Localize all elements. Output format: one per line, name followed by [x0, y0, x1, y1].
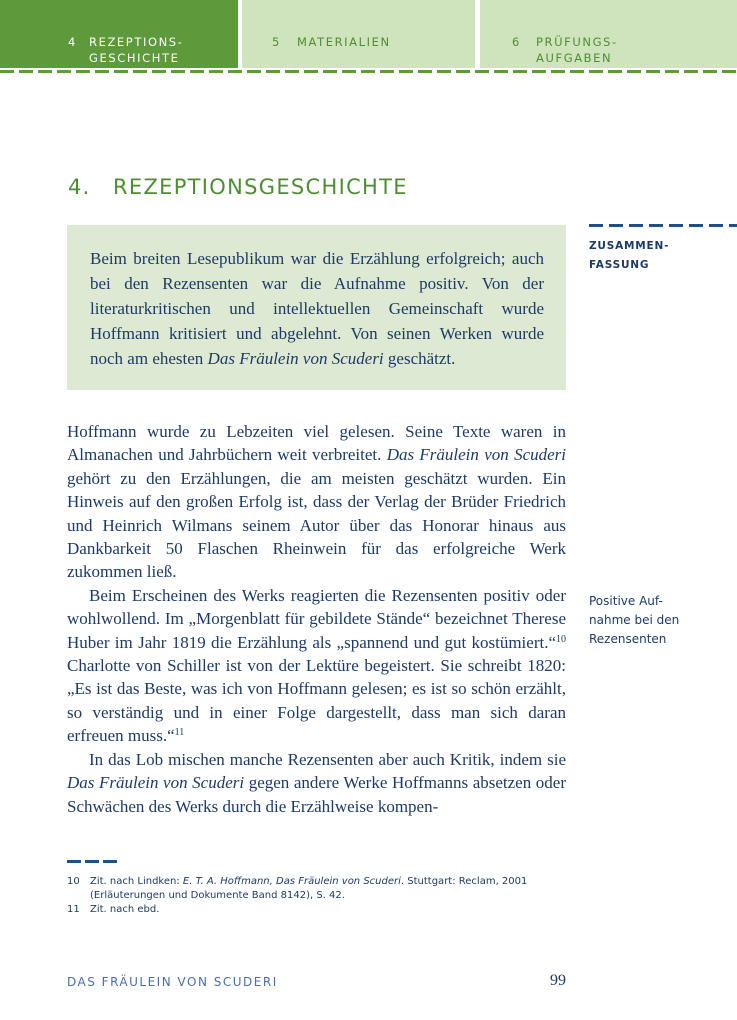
margin-label-summary: ZUSAMMEN- FASSUNG	[589, 240, 670, 271]
chapter-number: 4.	[68, 175, 91, 199]
work-title: Das Fräulein von Scuderi	[386, 445, 566, 465]
footnote-number: 11	[67, 904, 80, 915]
summary-text-after: geschätzt.	[383, 349, 456, 368]
text-run: In das Lob mischen manche Rezensenten aber auch Kritik, indem sie	[89, 749, 566, 769]
paragraph	[67, 748, 566, 818]
margin-label-reception: Positive Auf- nahme bei den Rezensenten	[589, 594, 680, 646]
tab-number: 4	[68, 35, 77, 49]
text-run: Charlotte von Schiller ist von der Lektüre begeistert. Sie schreibt 1820: „Es ist das Beste, was ich von Hoffmann gelesen; es ist so schön erzählt, so verständig und in einer Folge dargestellt, dass man sich daran erfreuen muss.“	[67, 656, 566, 746]
footnote-ref[interactable]: 10	[556, 633, 566, 645]
text-run: gegen andere Werke Hoffmanns absetzen oder Schwächen des Werks durch die Erzählweise kompen-	[67, 773, 567, 816]
tab-label: MATERIALIEN	[297, 35, 391, 49]
footnote-text: Zit. nach ebd.	[90, 904, 160, 915]
footnote-number: 10	[67, 876, 80, 887]
footnote-text: Zit. nach Lindken:	[90, 876, 183, 887]
footnote	[67, 903, 566, 917]
summary-box	[67, 225, 566, 390]
footnote-text: . Stuttgart: Reclam, 2001 (Erläuterungen und Dokumente Band 8142), S. 42.	[90, 876, 528, 901]
summary-text-before: Beim breiten Lesepublikum war die Erzählung erfolgreich; auch bei den Rezensenten war die Aufnahme positiv. Von der literaturkritischen und intellektuellen Gemeinschaft wurde Hoffmann kritisiert und abgelehnt. Von seinen Werken wurde noch am ehesten	[90, 249, 544, 368]
chapter-title-text: REZEPTIONSGESCHICHTE	[113, 175, 408, 199]
tab-rezeptionsgeschichte[interactable]	[0, 0, 238, 68]
tab-number: 5	[272, 35, 281, 49]
paragraph	[67, 420, 566, 584]
page-number: 99	[550, 972, 566, 989]
tab-pruefungsaufgaben[interactable]	[480, 0, 737, 68]
tab-materialien[interactable]	[242, 0, 475, 68]
work-title: Das Fräulein von Scuderi	[67, 773, 245, 793]
summary-work-title: Das Fräulein von Scuderi	[207, 349, 384, 368]
body-text	[67, 420, 566, 818]
footnote-ref[interactable]: 11	[174, 727, 185, 739]
footnote-divider	[67, 860, 117, 863]
paragraph	[67, 584, 566, 748]
footnote	[67, 875, 566, 903]
text-run: Beim Erscheinen des Werks reagierten die Rezensenten positiv oder wohlwollend. Im „Morgenblatt für gebildete Stände“ bezeichnet Therese Huber im Jahr 1819 die Erzählung als „spannend und gut kostümiert.“	[67, 585, 566, 652]
tab-label: REZEPTIONS- GESCHICHTE	[89, 35, 184, 65]
header-dashed-divider	[0, 70, 737, 73]
text-run: gehört zu den Erzählungen, die am meisten geschätzt wurden. Ein Hinweis auf den großen Erfolg ist, dass der Verlag der Brüder Friedrich und Heinrich Wilmans seinem Autor über das Honorar hinaus aus Dankbarkeit 50 Flaschen Rheinwein für das erfolgreiche Werk zukommen ließ.	[67, 468, 566, 582]
text-run: Hoffmann wurde zu Lebzeiten viel gelesen. Seine Texte waren in Almanachen und Jahrbüchern weit verbreitet.	[67, 422, 566, 465]
footnotes	[67, 875, 566, 917]
footnote-italic: E. T. A. Hoffmann, Das Fräulein von Scuderi	[182, 876, 401, 887]
margin-dashed-divider	[589, 224, 737, 227]
chapter-navigation-tabs	[0, 0, 737, 68]
footer-book-title: DAS FRÄULEIN VON SCUDERI	[67, 975, 278, 989]
tab-label: PRÜFUNGS- AUFGABEN	[536, 35, 618, 65]
tab-number: 6	[512, 35, 521, 49]
chapter-title	[68, 175, 408, 199]
